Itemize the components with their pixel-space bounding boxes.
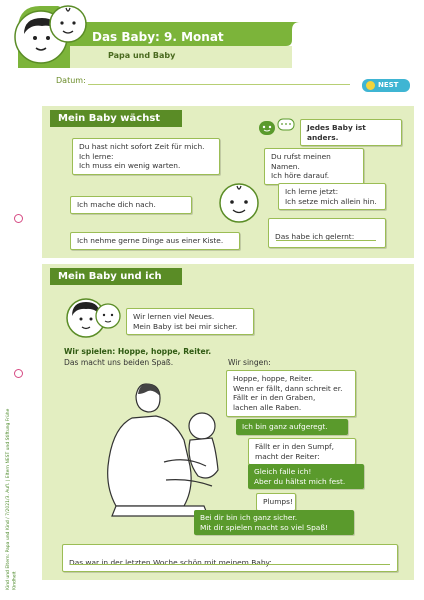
- binder-hole-bottom: [14, 369, 23, 378]
- play-subtitle: Das macht uns beiden Spaß.: [64, 358, 174, 367]
- dad-baby-illustration: [94, 370, 244, 520]
- nest-badge: [362, 79, 410, 92]
- speech-bubble-intro: Wir lernen viel Neues. Mein Baby ist bei mir sicher.: [126, 308, 254, 335]
- song-bubble-2: Fällt er in den Sumpf, macht der Reiter:: [248, 438, 356, 465]
- baby-face-icon: [48, 4, 88, 44]
- weekly-note-prompt: Das war in der letzten Woche schön mit meinem Baby:: [69, 557, 272, 567]
- date-label: Datum:: [56, 76, 86, 85]
- chat-icon: [258, 118, 296, 138]
- binder-hole-top: [14, 214, 23, 223]
- song-bubble-safe: Bei dir bin ich ganz sicher. Mit dir spielen macht so viel Spaß!: [194, 510, 354, 535]
- learned-write-line[interactable]: [276, 240, 376, 241]
- song-bubble-1: Hoppe, hoppe, Reiter. Wenn er fällt, dann schreit er. Fällt er in den Graben, lachen alle Raben.: [226, 370, 356, 417]
- play-title: Wir spielen: Hoppe, hoppe, Reiter.: [64, 347, 212, 356]
- speech-bubble-box: Ich nehme gerne Dinge aus einer Kiste.: [70, 232, 240, 250]
- weekly-note-write-line[interactable]: [70, 564, 390, 565]
- weekly-note-box: [62, 544, 398, 572]
- speech-bubble-learned: [268, 218, 386, 248]
- dad-baby-faces-icon: [66, 296, 122, 340]
- credits-text: Kind und Eltern: Papa und Kind / 7/2021/3. Aufl. | Eltern NEST und Stiftung Frühe Kindheit: [6, 408, 18, 590]
- date-field[interactable]: [88, 84, 350, 85]
- section2-title: Mein Baby und ich: [50, 268, 182, 285]
- nest-badge-label: NEST: [378, 81, 399, 89]
- baby-face-icon-center: [218, 182, 260, 224]
- song-bubble-falling: Gleich falle ich! Aber du hältst mich fest.: [248, 464, 364, 489]
- speech-bubble-name: Du rufst meinen Namen. Ich höre darauf.: [264, 148, 364, 185]
- speech-bubble-imitate: Ich mache dich nach.: [70, 196, 192, 214]
- speech-bubble-waiting: Du hast nicht sofort Zeit für mich. Ich lerne: Ich muss ein wenig warten.: [72, 138, 220, 175]
- section1-title: Mein Baby wächst: [50, 110, 182, 127]
- speech-bubble-sit: Ich lerne jetzt: Ich setze mich allein hin.: [278, 183, 386, 210]
- song-bubble-plumps: Plumps!: [256, 493, 296, 511]
- page-subtitle: Papa und Baby: [108, 51, 176, 60]
- page-title: Das Baby: 9. Monat: [92, 30, 224, 44]
- song-bubble-excited: Ich bin ganz aufgeregt.: [236, 419, 348, 435]
- sun-icon: [366, 81, 375, 90]
- info-bubble-jedes-baby: Jedes Baby ist anders.: [300, 119, 402, 146]
- sing-label: Wir singen:: [228, 358, 271, 367]
- learned-label: Das habe ich gelernt:: [275, 231, 355, 241]
